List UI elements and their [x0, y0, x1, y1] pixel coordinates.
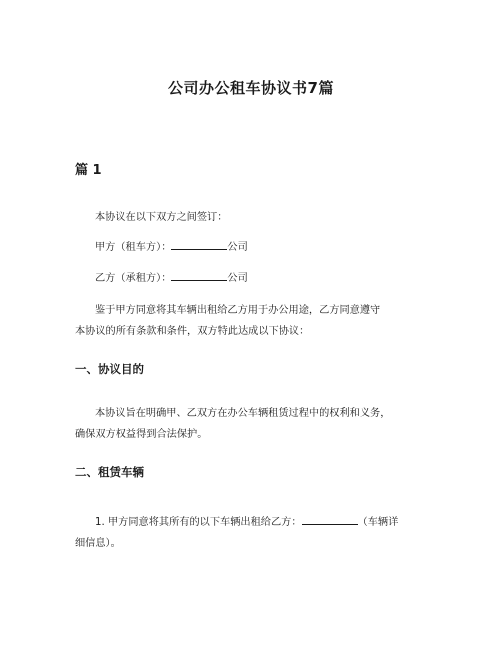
party-b-label: 乙方（承租方）：: [95, 273, 172, 284]
part-heading: 篇 1: [75, 163, 102, 178]
party-a-blank: [171, 238, 227, 250]
section-1-paragraph: [75, 403, 445, 445]
party-a-line: [75, 237, 445, 258]
document-title: 公司办公租车协议书7篇: [168, 79, 334, 97]
section-2-item-1: [75, 512, 445, 554]
preamble-paragraph: [75, 300, 445, 342]
section-1-heading: 一、协议目的: [75, 362, 144, 376]
section-2-item-1-suffix: （车辆详: [357, 517, 399, 528]
intro-paragraph: [75, 207, 445, 228]
section-2-item-1-blank: [302, 513, 358, 525]
party-b-suffix: 公司: [227, 273, 248, 284]
section-1-line-1: 本协议旨在明确甲、乙双方在办公车辆租赁过程中的权利和义务，: [95, 408, 391, 419]
party-a-label: 甲方（租车方）：: [95, 242, 172, 253]
section-1-line-2: 确保双方权益得到合法保护。: [75, 429, 208, 440]
preamble-line-1: 鉴于甲方同意将其车辆出租给乙方用于办公用途，乙方同意遵守: [95, 305, 381, 316]
section-2-item-1-prefix: 1. 甲方同意将其所有的以下车辆出租给乙方：: [95, 517, 302, 528]
party-b-line: [75, 268, 445, 289]
intro-text: 本协议在以下双方之间签订：: [95, 212, 228, 223]
preamble-line-2: 本协议的所有条款和条件，双方特此达成以下协议：: [75, 326, 310, 337]
section-2-item-1-line-2: 细信息）。: [75, 538, 121, 549]
section-2-heading: 二、租赁车辆: [75, 465, 144, 479]
party-b-blank: [171, 269, 227, 281]
party-a-suffix: 公司: [227, 242, 248, 253]
